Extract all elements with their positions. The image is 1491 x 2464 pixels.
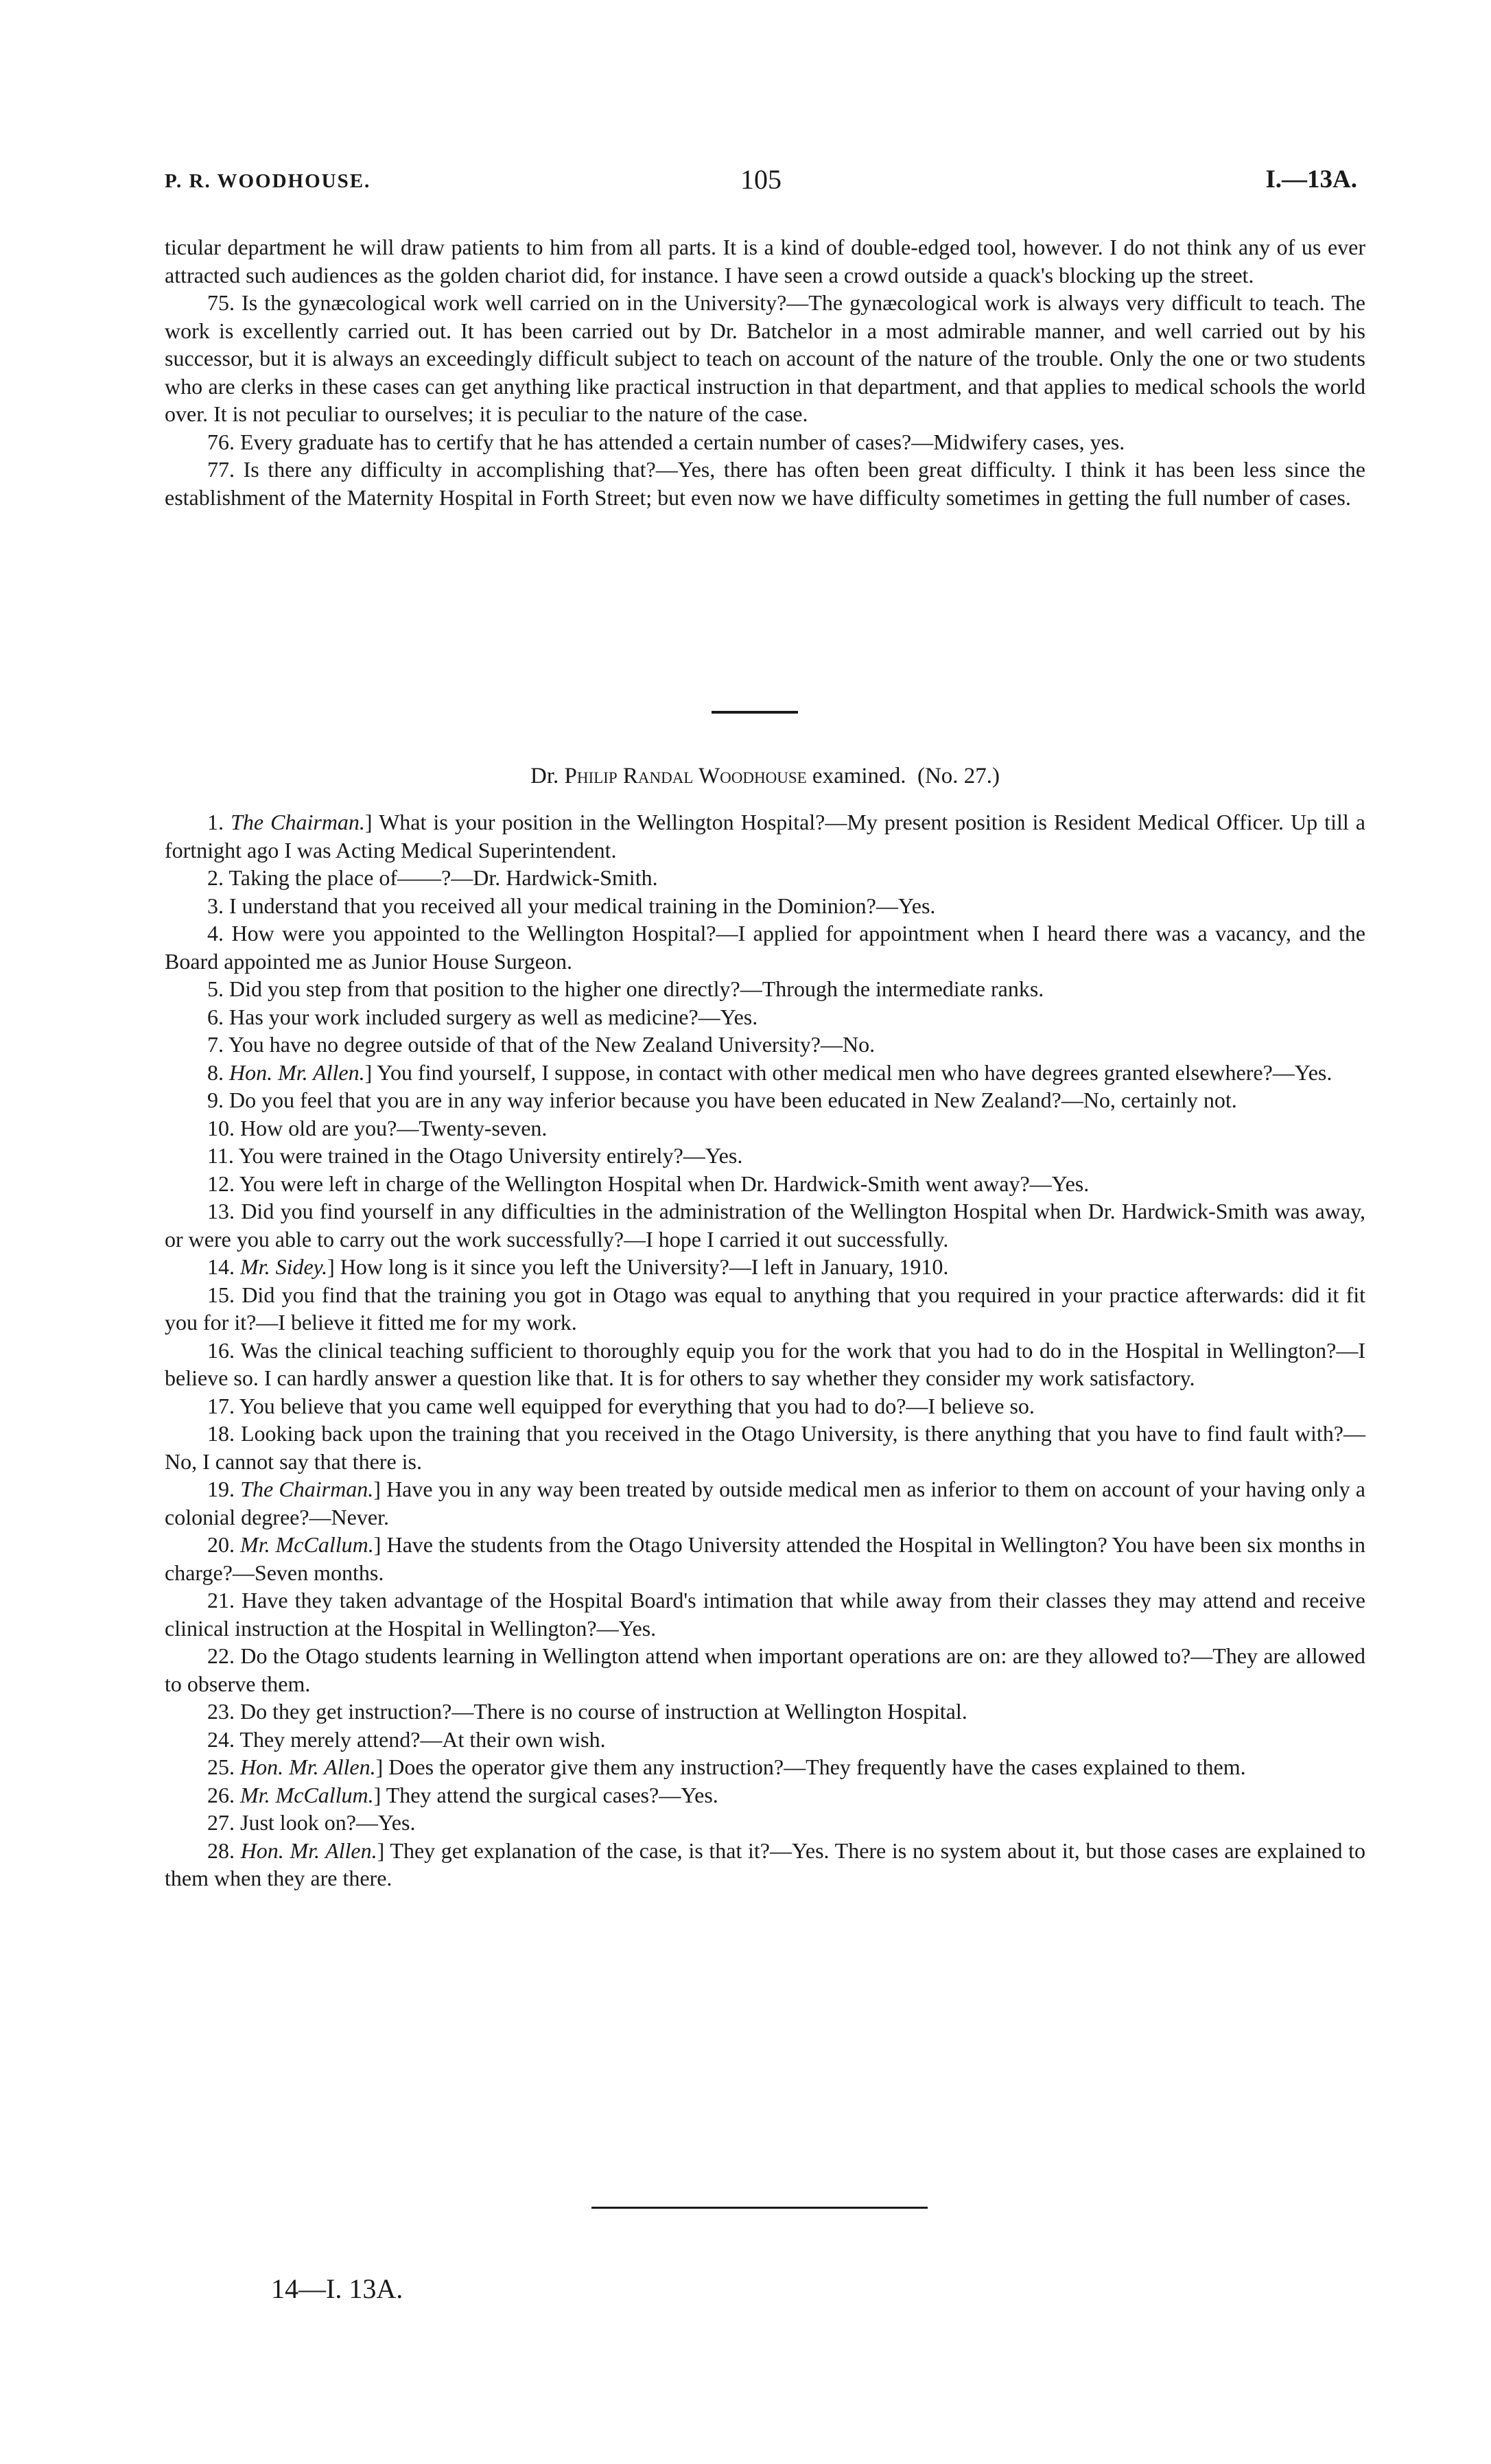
speaker: Mr. McCallum.: [240, 1532, 374, 1557]
qa-item: [165, 1726, 1365, 1754]
question-answer-text: Did you find yourself in any difficulties in the administration of the Wellington Hospital when Dr. Hardwick-Smith was away, or were you able to carry out the work successfully?—I hope I carried it out successfully.: [165, 1199, 1366, 1252]
qa-item: [165, 975, 1365, 1003]
speaker: Hon. Mr. Allen.: [229, 1059, 365, 1085]
question-answer-text: Do you feel that you are in any way inferior because you have been educated in New Zealand?—No, certainly not.: [229, 1088, 1237, 1112]
header-witness-name: P. R. WOODHOUSE.: [165, 170, 371, 192]
qa-item: [165, 919, 1365, 975]
question-answer-text: What is your position in the Wellington Hospital?—My present position is Resident Medical Officer. Up till a fortnight ago I was Acting Medical Superintendent.: [165, 810, 1365, 863]
question-answer-text: They get explanation of the case, is that it?—Yes. There is no system about it, but those cases are explained to them when they are there.: [165, 1838, 1366, 1890]
qa-item: [165, 1031, 1365, 1059]
question-answer-text: Taking the place of——?—Dr. Hardwick-Smith.: [228, 865, 658, 890]
question-answer-text: They attend the surgical cases?—Yes.: [386, 1782, 718, 1807]
question-answer-text: How old are you?—Twenty-seven.: [240, 1115, 548, 1140]
question-answer-text: Does the operator give them any instruction?—They frequently have the cases explained to them.: [388, 1755, 1246, 1779]
question-answer-text: Did you step from that position to the higher one directly?—Through the intermediate ranks.: [229, 976, 1044, 1001]
qa-item: 8. Hon. Mr. Allen.] You find yourself, I suppose, in contact with other medical men who have degrees granted elsewhere?—Yes.: [207, 1059, 1332, 1085]
paragraph: 77. Is there any difficulty in accomplishing that?—Yes, there has often been great difficulty. I think it has been less since the establishment of the Maternity Hospital in Forth Street; but even now we have difficulty sometimes in getting the full number of cases.: [165, 457, 1365, 510]
question-number: 1.: [207, 810, 224, 834]
question-answer-text: Did you find that the training you got in Otago was equal to anything that you required in your practice afterwards: did it fit you for it?—I believe it fitted me for my work.: [165, 1282, 1365, 1335]
qa-item: [165, 1420, 1365, 1475]
qa-item: 20. Mr. McCallum.] Have the students from the Otago University attended the Hospital in Wellington? You have been six months in charge?—Seven months.: [165, 1532, 1366, 1585]
question-number: 6.: [207, 1004, 224, 1029]
header-document-reference: I.—13A.: [1265, 165, 1357, 193]
question-answer-text: You believe that you came well equipped for everything that you had to do?—I believe so.: [239, 1393, 1035, 1418]
speaker: Mr. McCallum.: [240, 1782, 374, 1807]
qa-item: [165, 1086, 1365, 1114]
page-number: 105: [740, 164, 782, 195]
question-answer-text: I understand that you received all your medical training in the Dominion?—Yes.: [229, 893, 936, 918]
question-number: 10.: [207, 1115, 235, 1140]
question-number: 9.: [207, 1088, 224, 1112]
question-number: 19.: [207, 1477, 235, 1501]
qa-item: 14. Mr. Sidey.] How long is it since you left the University?—I left in January, 1910.: [207, 1254, 949, 1279]
speaker: Hon. Mr. Allen.: [240, 1838, 377, 1863]
question-number: 22.: [207, 1643, 235, 1668]
question-answer-text: Just look on?—Yes.: [240, 1810, 416, 1835]
question-number: 26.: [207, 1782, 235, 1807]
qa-item: [165, 1281, 1365, 1337]
qa-item: [165, 1003, 1365, 1031]
question-number: 5.: [207, 976, 224, 1001]
witness-heading: [165, 764, 1365, 789]
question-answer-text: Have you in any way been treated by outside medical men as inferior to them on account of your having only a colonial degree?—Never.: [165, 1477, 1365, 1529]
question-answer-text: Have the students from the Otago University attended the Hospital in Wellington? You have been six months in charge?—Seven months.: [165, 1532, 1366, 1585]
question-answer-text: You find yourself, I suppose, in contact with other medical men who have degrees granted elsewhere?—Yes.: [377, 1059, 1332, 1085]
qa-item: [165, 1698, 1365, 1726]
question-answer-text: Looking back upon the training that you received in the Otago University, is there anything that you have to find fault with?—No, I cannot say that there is.: [165, 1421, 1366, 1474]
question-number: 8.: [207, 1059, 224, 1085]
qa-item: 1. The Chairman.] What is your position in the Wellington Hospital?—My present position is Resident Medical Officer. Up till a fortnight ago I was Acting Medical Superintendent.: [165, 810, 1365, 863]
question-number: 4.: [207, 921, 224, 946]
question-number: 21.: [207, 1588, 235, 1612]
question-answer-text: Do they get instruction?—There is no course of instruction at Wellington Hospital.: [240, 1699, 967, 1724]
qa-item: [165, 1586, 1365, 1642]
qa-item: [165, 1337, 1365, 1392]
qa-item: [165, 892, 1365, 920]
question-number: 23.: [207, 1699, 235, 1724]
question-answer-text: How were you appointed to the Wellington Hospital?—I applied for appointment when I heard there was a vacancy, and the Board appointed me as Junior House Surgeon.: [165, 921, 1366, 974]
end-rule: [591, 2207, 928, 2209]
witness-number: (No. 27.): [917, 764, 1000, 788]
question-answer-text: Has your work included surgery as well as medicine?—Yes.: [229, 1004, 758, 1029]
qa-item: [165, 1170, 1365, 1198]
question-answer-text: Do the Otago students learning in Wellington attend when important operations are on: are they allowed to?—They are allowed to observe them.: [165, 1643, 1366, 1696]
question-answer-text: Was the clinical teaching sufficient to thoroughly equip you for the work that you had to do in the Hospital in Wellington?—I believe so. I can hardly answer a question like that. It is for others to say whether they consider my work satisfactory.: [165, 1337, 1366, 1390]
qa-item: 28. Hon. Mr. Allen.] They get explanation of the case, is that it?—Yes. There is no system about it, but those cases are explained to them when they are there.: [165, 1838, 1366, 1890]
question-answer-text: You were trained in the Otago University entirely?—Yes.: [238, 1143, 743, 1168]
question-answer-text: Have they taken advantage of the Hospital Board's intimation that while away from their classes they may attend and receive clinical instruction at the Hospital in Wellington?—Yes.: [165, 1588, 1366, 1641]
section-divider: [712, 711, 798, 714]
question-number: 11.: [207, 1143, 234, 1168]
paragraph: 76. Every graduate has to certify that he has attended a certain number of cases?—Midwifery cases, yes.: [207, 429, 1125, 454]
question-number: 2.: [207, 865, 224, 890]
speaker: Mr. Sidey.: [240, 1254, 328, 1279]
speaker: The Chairman.: [240, 1477, 374, 1501]
question-number: 12.: [207, 1171, 235, 1196]
question-number: 17.: [207, 1393, 235, 1418]
page-header: [165, 156, 1357, 198]
qa-item: [165, 1197, 1365, 1253]
qa-item: [165, 864, 1365, 892]
question-number: 16.: [207, 1337, 235, 1363]
question-answer-text: How long is it since you left the University?—I left in January, 1910.: [340, 1254, 949, 1279]
qa-item: 19. The Chairman.] Have you in any way been treated by outside medical men as inferior to them on account of your having only a colonial degree?—Never.: [165, 1477, 1365, 1529]
qa-item: [165, 1392, 1365, 1420]
qa-item: [165, 1642, 1365, 1698]
heading-suffix: examined.: [812, 764, 906, 788]
qa-item: [165, 1142, 1365, 1170]
question-number: 24.: [207, 1726, 235, 1752]
question-number: 27.: [207, 1810, 235, 1835]
question-number: 18.: [207, 1421, 235, 1446]
question-number: 14.: [207, 1254, 235, 1279]
question-number: 20.: [207, 1532, 235, 1557]
speaker: The Chairman.: [231, 810, 365, 834]
qa-item: [165, 1114, 1365, 1142]
speaker: Hon. Mr. Allen.: [240, 1755, 376, 1779]
question-number: 3.: [207, 893, 224, 918]
qa-item: 25. Hon. Mr. Allen.] Does the operator give them any instruction?—They frequently have the cases explained to them.: [207, 1755, 1246, 1779]
question-answer-text: You have no degree outside of that of the New Zealand University?—No.: [228, 1032, 876, 1057]
continued-testimony: [165, 233, 1365, 511]
qa-item: [165, 1809, 1365, 1837]
witness-name: Philip Randal Woodhouse: [564, 764, 807, 788]
question-answer-text: You were left in charge of the Wellington Hospital when Dr. Hardwick-Smith went away?—Yes.: [239, 1171, 1090, 1196]
examination-transcript: [165, 808, 1365, 1892]
paragraph: ticular department he will draw patients to him from all parts. It is a kind of double-edged tool, however. I do not think any of us ever attracted such audiences as the golden chariot did, for instance. I have seen a crowd outside a quack's blocking up the street.: [165, 235, 1365, 288]
question-number: 15.: [207, 1282, 235, 1307]
paragraph: 75. Is the gynæcological work well carried on in the University?—The gynæcological work is always very difficult to teach. The work is excellently carried out. It has been carried out by Dr. Batchelor in a most admirable manner, and well carried out by his successor, but it is always an exceedingly difficult subject to teach on account of the nature of the trouble. Only the one or two students who are clerks in these cases can get anything like practical instruction in that department, and that applies to medical schools the world over. It is not peculiar to ourselves; it is peculiar to the nature of the case.: [165, 290, 1365, 426]
qa-item: 26. Mr. McCallum.] They attend the surgical cases?—Yes.: [207, 1782, 718, 1807]
question-number: 25.: [207, 1755, 235, 1779]
question-number: 28.: [207, 1838, 235, 1863]
heading-prefix: Dr.: [530, 764, 559, 788]
question-number: 13.: [207, 1199, 235, 1223]
question-number: 7.: [207, 1032, 224, 1057]
question-answer-text: They merely attend?—At their own wish.: [239, 1726, 606, 1752]
footer-signature: 14—I. 13A.: [271, 2273, 403, 2304]
